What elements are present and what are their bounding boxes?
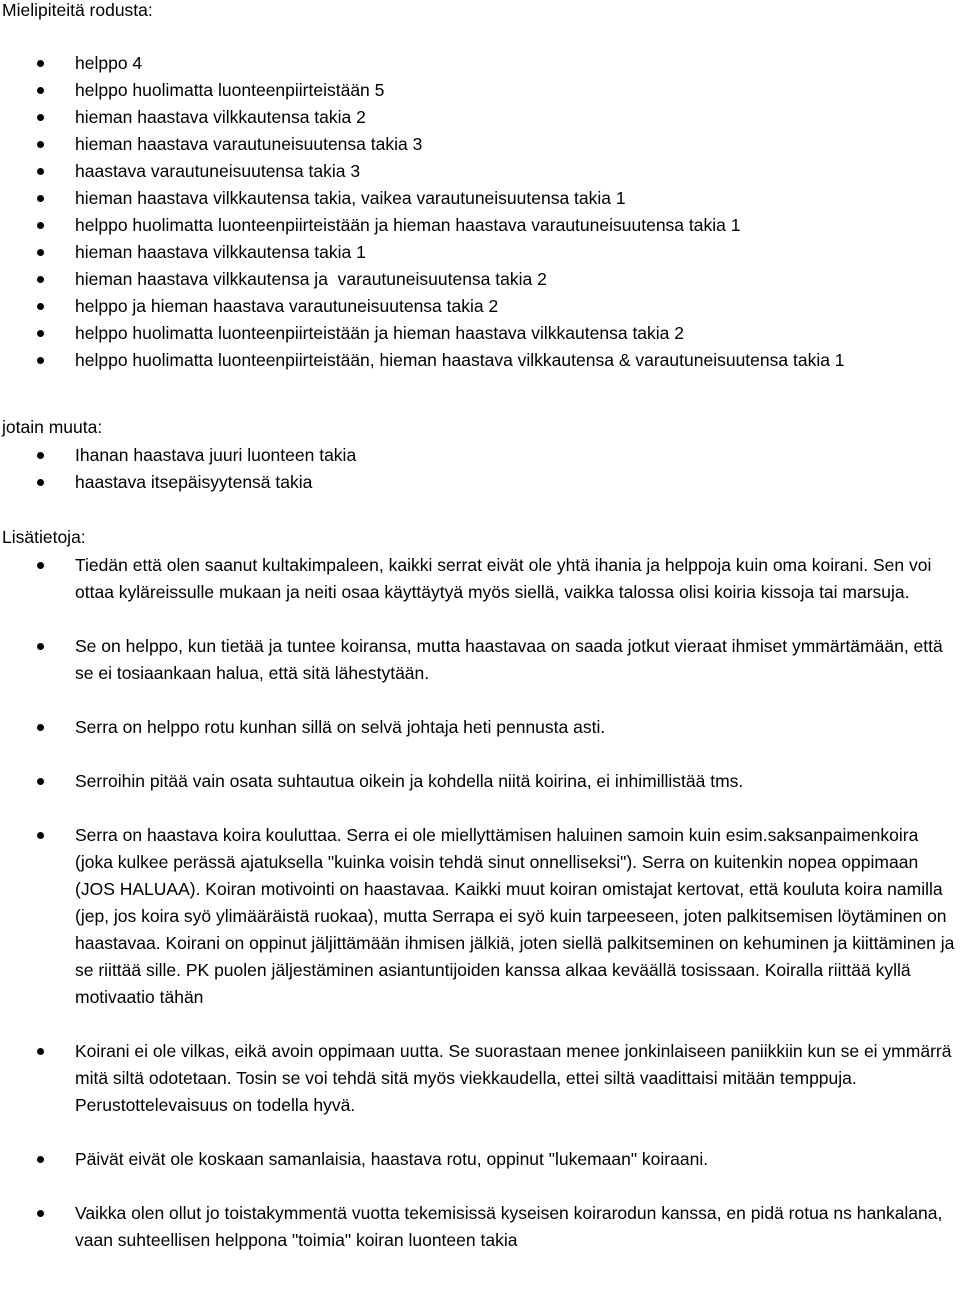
bullet-icon bbox=[37, 643, 44, 650]
list-item: Päivät eivät ole koskaan samanlaisia, haastava rotu, oppinut "lukemaan" koiraani. bbox=[0, 1146, 958, 1173]
list-item: hieman haastava varautuneisuutensa takia 3 bbox=[0, 131, 958, 158]
list-item: Serra on helppo rotu kunhan sillä on selvä johtaja heti pennusta asti. bbox=[0, 714, 958, 741]
bullet-icon bbox=[37, 195, 44, 202]
bullet-icon bbox=[37, 724, 44, 731]
list-item: Se on helppo, kun tietää ja tuntee koiransa, mutta haastavaa on saada jotkut vieraat ihmiset ymmärtämään, että se ei tosiaankaan halua, että sitä lähestytään. bbox=[0, 633, 958, 687]
bullet-icon bbox=[37, 222, 44, 229]
list-item: helppo huolimatta luonteenpiirteistään ja hieman haastava varautuneisuutensa takia 1 bbox=[0, 212, 958, 239]
section-heading-other: jotain muuta: bbox=[2, 417, 103, 437]
section-heading-additional-info: Lisätietoja: bbox=[2, 527, 86, 547]
list-item: helppo ja hieman haastava varautuneisuutensa takia 2 bbox=[0, 293, 958, 320]
bullet-icon bbox=[37, 303, 44, 310]
list-item: helppo huolimatta luonteenpiirteistään 5 bbox=[0, 77, 958, 104]
list-item: hieman haastava vilkkautensa takia, vaikea varautuneisuutensa takia 1 bbox=[0, 185, 958, 212]
list-item: haastava itsepäisyytensä takia bbox=[0, 469, 958, 496]
list-item: haastava varautuneisuutensa takia 3 bbox=[0, 158, 958, 185]
other-list bbox=[0, 442, 958, 496]
bullet-icon bbox=[37, 832, 44, 839]
opinions-list bbox=[0, 50, 958, 374]
additional-info-list bbox=[0, 552, 958, 1254]
bullet-icon bbox=[37, 249, 44, 256]
bullet-icon bbox=[37, 1048, 44, 1055]
list-item: Tiedän että olen saanut kultakimpaleen, kaikki serrat eivät ole yhtä ihania ja helppoja kuin oma koirani. Sen voi ottaa kyläreissulle mukaan ja neiti osaa käyttäytyä myös siellä, vaikka talossa olisi koiria kissoja tai marsuja. bbox=[0, 552, 958, 606]
list-item: Ihanan haastava juuri luonteen takia bbox=[0, 442, 958, 469]
bullet-icon bbox=[37, 452, 44, 459]
list-item: helppo huolimatta luonteenpiirteistään ja hieman haastava vilkkautensa takia 2 bbox=[0, 320, 958, 347]
list-item: helppo huolimatta luonteenpiirteistään, hieman haastava vilkkautensa & varautuneisuutensa takia 1 bbox=[0, 347, 958, 374]
bullet-icon bbox=[37, 60, 44, 67]
bullet-icon bbox=[37, 479, 44, 486]
list-item: Serroihin pitää vain osata suhtautua oikein ja kohdella niitä koirina, ei inhimillistää tms. bbox=[0, 768, 958, 795]
list-item: Serra on haastava koira kouluttaa. Serra ei ole miellyttämisen haluinen samoin kuin esim.saksanpaimenkoira (joka kulkee perässä ajatuksella "kuinka voisin tehdä sinut onnelliseksi"). Serra on kuitenkin nopea oppimaan (JOS HALUAA). Koiran motivointi on haastavaa. Kaikki muut koiran omistajat kertovat, että kouluta koira namilla (jep, jos koira syö ylimääräistä ruokaa), mutta Serrapa ei syö kuin tarpeeseen, joten palkitsemisen löytäminen on haastavaa. Koirani on oppinut jäljittämään ihmisen jälkiä, joten siellä palkitseminen on kehuminen ja kiittäminen ja se riittää sille. PK puolen jäljestäminen asiantuntijoiden kanssa alkaa keväällä tosissaan. Koiralla riittää kyllä motivaatio tähän bbox=[0, 822, 958, 1011]
bullet-icon bbox=[37, 276, 44, 283]
bullet-icon bbox=[37, 114, 44, 121]
bullet-icon bbox=[37, 778, 44, 785]
bullet-icon bbox=[37, 357, 44, 364]
bullet-icon bbox=[37, 168, 44, 175]
list-item: helppo 4 bbox=[0, 50, 958, 77]
list-item: Koirani ei ole vilkas, eikä avoin oppimaan uutta. Se suorastaan menee jonkinlaiseen paniikkiin kun se ei ymmärrä mitä siltä odotetaan. Tosin se voi tehdä sitä myös viekkaudella, ettei siltä vaadittaisi mitään temppuja. Perustottelevaisuus on todella hyvä. bbox=[0, 1038, 958, 1119]
list-item: hieman haastava vilkkautensa ja varautuneisuutensa takia 2 bbox=[0, 266, 958, 293]
bullet-icon bbox=[37, 1156, 44, 1163]
bullet-icon bbox=[37, 141, 44, 148]
bullet-icon bbox=[37, 87, 44, 94]
list-item: Vaikka olen ollut jo toistakymmentä vuotta tekemisissä kyseisen koirarodun kanssa, en pidä rotua ns hankalana, vaan suhteellisen helppona "toimia" koiran luonteen takia bbox=[0, 1200, 958, 1254]
list-item: hieman haastava vilkkautensa takia 1 bbox=[0, 239, 958, 266]
section-heading-opinions: Mielipiteitä rodusta: bbox=[2, 0, 153, 20]
list-item: hieman haastava vilkkautensa takia 2 bbox=[0, 104, 958, 131]
bullet-icon bbox=[37, 562, 44, 569]
bullet-icon bbox=[37, 330, 44, 337]
bullet-icon bbox=[37, 1210, 44, 1217]
